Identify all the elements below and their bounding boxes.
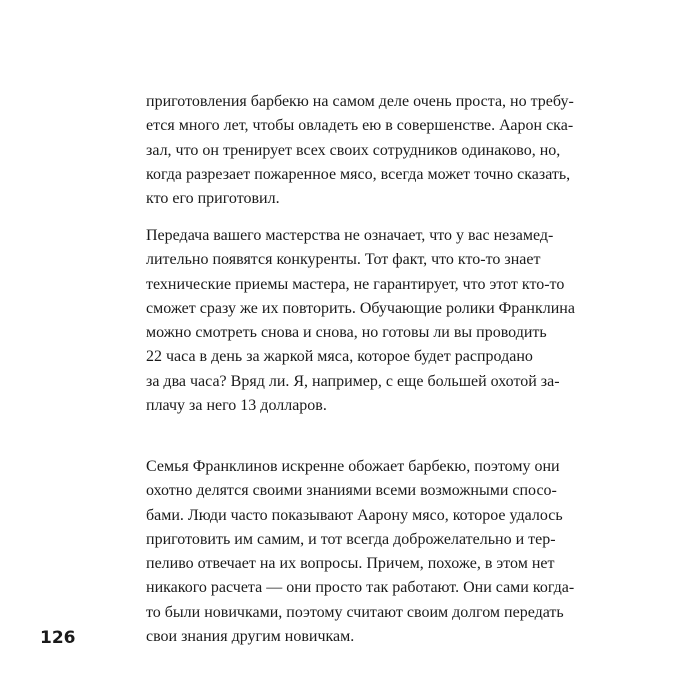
text-line: плачу за него 13 долларов. <box>146 397 327 415</box>
paragraph-3 <box>146 455 586 649</box>
text-line: Семья Франклинов искренне обожает барбекю, поэтому они <box>146 458 560 475</box>
text-line: свои знания другим новичкам. <box>146 628 355 646</box>
text-line: никакого расчета — они просто так работают. Они сами когда- <box>146 579 575 597</box>
text-line: охотно делятся своими знаниями всеми возможными спосо- <box>146 482 557 500</box>
text-line: лительно появятся конкуренты. Тот факт, что кто-то знает <box>146 251 541 269</box>
text-line: приготовления барбекю на самом деле очень проста, но требу- <box>146 93 574 110</box>
text-line: Передача вашего мастерства не означает, что у вас незамед- <box>146 227 554 244</box>
text-line: технические приемы мастера, не гарантирует, что этот кто-то <box>146 275 565 293</box>
text-line: то были новичками, поэтому считают своим долгом передать <box>146 603 564 621</box>
text-line: кто его приготовил. <box>146 190 280 208</box>
paragraph-1 <box>146 90 586 211</box>
text-line: когда разрезает пожаренное мясо, всегда может точно сказать, <box>146 165 571 183</box>
text-line: бами. Люди часто показывают Аарону мясо, которое удалось <box>146 506 563 524</box>
text-line: за два часа? Вряд ли. Я, например, с еще большей охотой за- <box>146 372 560 390</box>
text-line: пеливо отвечает на их вопросы. Причем, похоже, в этом нет <box>146 555 555 573</box>
text-line: ется много лет, чтобы овладеть ею в совершенстве. Аарон ска- <box>146 117 574 135</box>
text-line: сможет сразу же их повторить. Обучающие ролики Франклина <box>146 299 575 317</box>
text-line: можно смотреть снова и снова, но готовы ли вы проводить <box>146 324 547 342</box>
text-line: 22 часа в день за жаркой мяса, которое будет распродано <box>146 348 533 366</box>
text-line: приготовить им самим, и тот всегда доброжелательно и тер- <box>146 530 556 548</box>
paragraph-2 <box>146 224 586 418</box>
text-line: зал, что он тренирует всех своих сотрудников одинаково, но, <box>146 141 561 159</box>
page-number: 126 <box>40 628 76 648</box>
